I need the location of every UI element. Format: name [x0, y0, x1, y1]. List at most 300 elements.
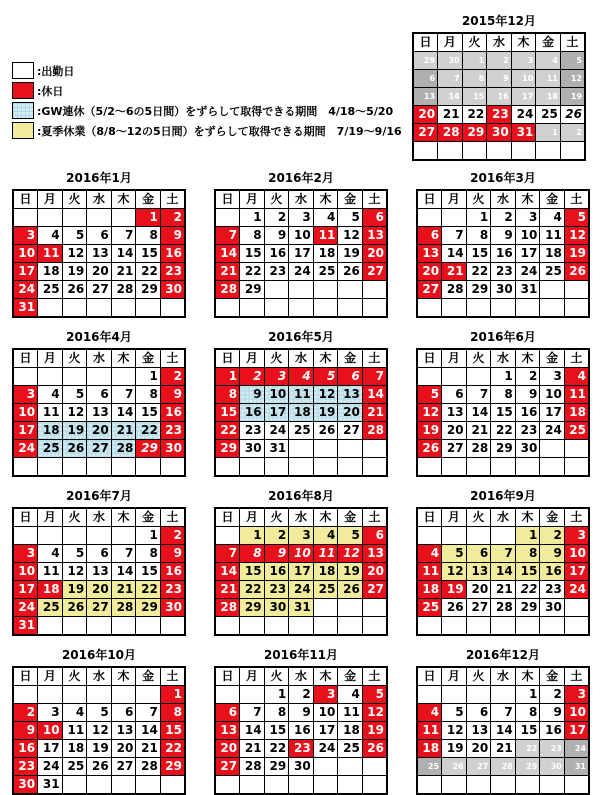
day-cell: 15: [160, 722, 185, 740]
day-cell: 3: [264, 368, 289, 386]
day-cell: 10: [511, 70, 536, 88]
day-cell: 31: [564, 758, 589, 776]
day-cell: 2: [13, 704, 38, 722]
day-cell: 5: [442, 704, 467, 722]
day-cell: 20: [442, 422, 467, 440]
day-cell: 4: [289, 368, 314, 386]
day-cell: 23: [491, 263, 516, 281]
day-cell: [362, 281, 387, 299]
weekday-header: 火: [466, 349, 491, 368]
day-cell: 4: [38, 545, 63, 563]
weekday-header: 月: [442, 667, 467, 686]
day-cell: 21: [111, 581, 136, 599]
weekday-header: 金: [338, 508, 363, 527]
month-title: 2016年12月: [465, 648, 541, 662]
day-cell: 3: [313, 686, 338, 704]
day-cell: 11: [536, 70, 561, 88]
day-cell: 24: [38, 758, 63, 776]
day-cell: 16: [264, 563, 289, 581]
day-cell: 6: [362, 527, 387, 545]
day-cell: [160, 776, 185, 795]
day-cell: 20: [417, 263, 442, 281]
day-cell: [87, 299, 112, 318]
day-cell: 17: [564, 722, 589, 740]
day-cell: 16: [160, 245, 185, 263]
day-cell: 29: [240, 281, 265, 299]
day-cell: [87, 209, 112, 227]
day-cell: 10: [515, 227, 540, 245]
day-cell: 4: [313, 527, 338, 545]
day-cell: 7: [240, 704, 265, 722]
day-cell: 22: [160, 740, 185, 758]
day-cell: 29: [515, 599, 540, 617]
day-cell: 8: [240, 545, 265, 563]
day-cell: 28: [240, 758, 265, 776]
weekday-header: 土: [560, 33, 585, 52]
day-cell: 13: [466, 722, 491, 740]
day-cell: 10: [13, 563, 38, 581]
day-cell: 30: [487, 124, 512, 142]
month-calendar: [214, 328, 388, 477]
day-cell: 20: [466, 581, 491, 599]
day-cell: [564, 299, 589, 318]
weekday-header: 月: [442, 508, 467, 527]
day-cell: 21: [491, 740, 516, 758]
day-cell: 3: [13, 545, 38, 563]
day-cell: [313, 776, 338, 795]
day-cell: 29: [264, 758, 289, 776]
weekday-header: 土: [160, 508, 185, 527]
day-cell: 14: [491, 563, 516, 581]
day-cell: [362, 458, 387, 477]
day-cell: 29: [160, 758, 185, 776]
day-cell: [540, 440, 565, 458]
day-cell: 23: [289, 740, 314, 758]
legend-item-gw: [12, 102, 402, 119]
day-cell: 30: [540, 758, 565, 776]
day-cell: [564, 458, 589, 477]
day-cell: [338, 299, 363, 318]
day-cell: 8: [215, 386, 240, 404]
day-cell: [515, 458, 540, 477]
day-cell: 9: [13, 722, 38, 740]
day-cell: 9: [491, 227, 516, 245]
weekday-header: 木: [111, 190, 136, 209]
day-cell: 22: [136, 422, 161, 440]
day-cell: [417, 209, 442, 227]
day-cell: 19: [338, 245, 363, 263]
day-cell: 31: [289, 599, 314, 617]
day-cell: 26: [338, 263, 363, 281]
day-cell: 12: [62, 563, 87, 581]
day-cell: 4: [417, 704, 442, 722]
day-cell: 10: [38, 722, 63, 740]
day-cell: 25: [313, 581, 338, 599]
day-cell: [38, 686, 63, 704]
weekday-header: 金: [136, 190, 161, 209]
day-cell: [87, 458, 112, 477]
day-cell: 21: [111, 263, 136, 281]
month-title: 2016年2月: [268, 171, 334, 185]
day-cell: 4: [38, 386, 63, 404]
day-cell: 18: [540, 245, 565, 263]
day-cell: [417, 368, 442, 386]
day-cell: 20: [111, 740, 136, 758]
day-cell: [264, 281, 289, 299]
weekday-header: 日: [13, 190, 38, 209]
day-cell: 8: [136, 386, 161, 404]
day-cell: 5: [417, 386, 442, 404]
month-calendar: [214, 646, 388, 795]
day-cell: 27: [466, 758, 491, 776]
day-cell: [417, 527, 442, 545]
day-cell: [38, 299, 63, 318]
day-cell: 13: [413, 88, 438, 106]
day-cell: [111, 368, 136, 386]
weekday-header: 土: [160, 190, 185, 209]
day-cell: 4: [338, 686, 363, 704]
month-grid: [416, 507, 590, 636]
day-cell: 27: [87, 599, 112, 617]
day-cell: [215, 209, 240, 227]
day-cell: 24: [13, 440, 38, 458]
day-cell: [215, 458, 240, 477]
day-cell: [466, 617, 491, 636]
day-cell: 12: [338, 227, 363, 245]
day-cell: 15: [515, 563, 540, 581]
day-cell: 19: [442, 581, 467, 599]
weekday-header: 水: [491, 190, 516, 209]
day-cell: 14: [240, 722, 265, 740]
day-cell: 28: [466, 440, 491, 458]
day-cell: 11: [313, 545, 338, 563]
day-cell: 8: [515, 545, 540, 563]
day-cell: 11: [338, 704, 363, 722]
month-title: 2016年8月: [268, 489, 334, 503]
day-cell: 5: [62, 545, 87, 563]
day-cell: 18: [417, 740, 442, 758]
day-cell: 4: [536, 52, 561, 70]
month-calendar: [12, 169, 186, 318]
day-cell: 15: [240, 563, 265, 581]
day-cell: 8: [462, 70, 487, 88]
weekday-header: 金: [136, 667, 161, 686]
weekday-header: 水: [491, 508, 516, 527]
day-cell: 16: [515, 404, 540, 422]
day-cell: 18: [38, 581, 63, 599]
day-cell: 11: [38, 404, 63, 422]
legend-label: :休日: [37, 84, 64, 98]
day-cell: 19: [560, 88, 585, 106]
day-cell: 15: [240, 245, 265, 263]
month-calendar: [12, 487, 186, 636]
month-grid: [416, 348, 590, 477]
day-cell: [338, 458, 363, 477]
month-title: 2016年10月: [61, 648, 137, 662]
day-cell: 9: [240, 386, 265, 404]
day-cell: 3: [515, 209, 540, 227]
day-cell: 20: [362, 245, 387, 263]
day-cell: 6: [466, 704, 491, 722]
day-cell: [62, 209, 87, 227]
day-cell: [442, 686, 467, 704]
day-cell: 12: [442, 563, 467, 581]
day-cell: 22: [515, 581, 540, 599]
day-cell: 31: [13, 299, 38, 318]
day-cell: 19: [417, 422, 442, 440]
weekday-header: 日: [215, 508, 240, 527]
weekday-header: 水: [289, 349, 314, 368]
day-cell: [564, 281, 589, 299]
day-cell: [491, 776, 516, 795]
weekday-header: 水: [289, 508, 314, 527]
day-cell: 2: [160, 209, 185, 227]
day-cell: 9: [160, 227, 185, 245]
month-title: 2016年5月: [268, 330, 334, 344]
day-cell: [362, 299, 387, 318]
day-cell: 12: [62, 404, 87, 422]
weekday-header: 火: [62, 190, 87, 209]
weekday-header: 火: [264, 667, 289, 686]
day-cell: 16: [160, 563, 185, 581]
weekday-header: 月: [38, 190, 63, 209]
day-cell: [289, 281, 314, 299]
day-cell: [62, 776, 87, 795]
day-cell: 9: [160, 386, 185, 404]
day-cell: 15: [264, 722, 289, 740]
day-cell: 26: [442, 758, 467, 776]
day-cell: [215, 527, 240, 545]
day-cell: 10: [564, 545, 589, 563]
day-cell: 7: [215, 227, 240, 245]
day-cell: 29: [515, 758, 540, 776]
day-cell: 23: [160, 263, 185, 281]
day-cell: 14: [111, 245, 136, 263]
day-cell: [466, 776, 491, 795]
weekday-header: 土: [362, 508, 387, 527]
day-cell: [466, 458, 491, 477]
day-cell: 17: [564, 563, 589, 581]
day-cell: 6: [338, 368, 363, 386]
day-cell: 27: [362, 263, 387, 281]
day-cell: [62, 368, 87, 386]
day-cell: 6: [442, 386, 467, 404]
day-cell: 6: [362, 209, 387, 227]
weekday-header: 日: [413, 33, 438, 52]
day-cell: [462, 142, 487, 161]
day-cell: 18: [62, 740, 87, 758]
month-title: 2016年1月: [66, 171, 132, 185]
day-cell: 18: [38, 422, 63, 440]
day-cell: 7: [111, 545, 136, 563]
day-cell: 14: [362, 386, 387, 404]
day-cell: 30: [13, 776, 38, 795]
day-cell: [215, 776, 240, 795]
weekday-header: 土: [564, 667, 589, 686]
day-cell: 15: [515, 722, 540, 740]
day-cell: [438, 142, 463, 161]
day-cell: 29: [240, 599, 265, 617]
day-cell: [38, 527, 63, 545]
day-cell: [136, 686, 161, 704]
day-cell: 11: [313, 227, 338, 245]
day-cell: [313, 458, 338, 477]
day-cell: [515, 776, 540, 795]
day-cell: [313, 617, 338, 636]
day-cell: [491, 686, 516, 704]
weekday-header: 金: [536, 33, 561, 52]
day-cell: 18: [536, 88, 561, 106]
day-cell: 8: [515, 704, 540, 722]
day-cell: 2: [487, 52, 512, 70]
day-cell: 11: [38, 245, 63, 263]
weekday-header: 日: [215, 667, 240, 686]
day-cell: 25: [540, 263, 565, 281]
day-cell: [87, 527, 112, 545]
day-cell: 23: [264, 581, 289, 599]
month-title: 2015年12月: [461, 14, 537, 28]
day-cell: 8: [160, 704, 185, 722]
day-cell: 1: [136, 209, 161, 227]
weekday-header: 水: [87, 667, 112, 686]
day-cell: 31: [13, 617, 38, 636]
day-cell: 7: [491, 704, 516, 722]
weekday-header: 月: [38, 667, 63, 686]
day-cell: 26: [62, 281, 87, 299]
day-cell: [491, 617, 516, 636]
day-cell: 2: [540, 686, 565, 704]
weekday-header: 火: [264, 508, 289, 527]
day-cell: 3: [38, 704, 63, 722]
day-cell: [515, 617, 540, 636]
day-cell: [540, 299, 565, 318]
weekday-header: 火: [62, 667, 87, 686]
day-cell: 27: [417, 281, 442, 299]
weekday-header: 月: [38, 349, 63, 368]
day-cell: 7: [111, 227, 136, 245]
day-cell: [62, 299, 87, 318]
legend-item-hol: [12, 82, 402, 99]
day-cell: 7: [442, 227, 467, 245]
month-grid: [214, 666, 388, 795]
day-cell: 29: [136, 440, 161, 458]
weekday-header: 日: [13, 667, 38, 686]
day-cell: 12: [442, 722, 467, 740]
legend-item-work: [12, 62, 402, 79]
day-cell: 30: [438, 52, 463, 70]
day-cell: 5: [442, 545, 467, 563]
day-cell: [87, 368, 112, 386]
day-cell: 13: [362, 227, 387, 245]
day-cell: 25: [38, 599, 63, 617]
day-cell: 28: [111, 281, 136, 299]
day-cell: 22: [136, 263, 161, 281]
day-cell: 6: [466, 545, 491, 563]
day-cell: 13: [215, 722, 240, 740]
month-calendar: [412, 12, 586, 161]
day-cell: 20: [215, 740, 240, 758]
day-cell: [515, 299, 540, 318]
day-cell: 15: [462, 88, 487, 106]
day-cell: 15: [136, 245, 161, 263]
weekday-header: 金: [338, 190, 363, 209]
day-cell: 5: [87, 704, 112, 722]
day-cell: 7: [438, 70, 463, 88]
day-cell: [111, 299, 136, 318]
day-cell: 2: [240, 368, 265, 386]
weekday-header: 金: [338, 349, 363, 368]
day-cell: [240, 299, 265, 318]
day-cell: 14: [442, 245, 467, 263]
day-cell: 19: [338, 563, 363, 581]
day-cell: [540, 281, 565, 299]
day-cell: [417, 776, 442, 795]
day-cell: 26: [62, 440, 87, 458]
legend-swatch-hol: [12, 82, 34, 99]
weekday-header: 木: [515, 190, 540, 209]
day-cell: [240, 686, 265, 704]
day-cell: 24: [564, 740, 589, 758]
legend-label: :GW連休（5/2～6の5日間）をずらして取得できる期間 4/18～5/20: [37, 104, 394, 118]
weekday-header: 土: [564, 349, 589, 368]
weekday-header: 日: [215, 190, 240, 209]
day-cell: 24: [564, 581, 589, 599]
day-cell: [491, 458, 516, 477]
month-grid: [214, 348, 388, 477]
weekday-header: 日: [13, 349, 38, 368]
day-cell: [87, 686, 112, 704]
day-cell: 1: [264, 686, 289, 704]
day-cell: 31: [511, 124, 536, 142]
day-cell: 26: [87, 758, 112, 776]
day-cell: 1: [136, 368, 161, 386]
day-cell: 27: [215, 758, 240, 776]
legend-item-sm: [12, 122, 402, 139]
day-cell: 31: [38, 776, 63, 795]
day-cell: 16: [540, 563, 565, 581]
month-grid: [12, 348, 186, 477]
day-cell: [111, 209, 136, 227]
day-cell: [111, 617, 136, 636]
month-grid: [12, 666, 186, 795]
day-cell: 25: [564, 422, 589, 440]
weekday-header: 火: [466, 508, 491, 527]
day-cell: 5: [560, 52, 585, 70]
day-cell: [338, 599, 363, 617]
month-calendar: [214, 487, 388, 636]
day-cell: 3: [289, 209, 314, 227]
day-cell: [313, 440, 338, 458]
day-cell: 19: [62, 422, 87, 440]
day-cell: 28: [111, 599, 136, 617]
weekday-header: 木: [111, 508, 136, 527]
day-cell: 15: [136, 404, 161, 422]
day-cell: 8: [136, 227, 161, 245]
day-cell: 13: [87, 563, 112, 581]
day-cell: 8: [136, 545, 161, 563]
month-title: 2016年3月: [470, 171, 536, 185]
day-cell: 28: [136, 758, 161, 776]
day-cell: [442, 776, 467, 795]
day-cell: [442, 209, 467, 227]
weekday-header: 水: [289, 667, 314, 686]
day-cell: 7: [491, 545, 516, 563]
day-cell: [62, 686, 87, 704]
weekday-header: 水: [87, 190, 112, 209]
day-cell: [540, 776, 565, 795]
day-cell: 2: [160, 368, 185, 386]
day-cell: 23: [13, 758, 38, 776]
